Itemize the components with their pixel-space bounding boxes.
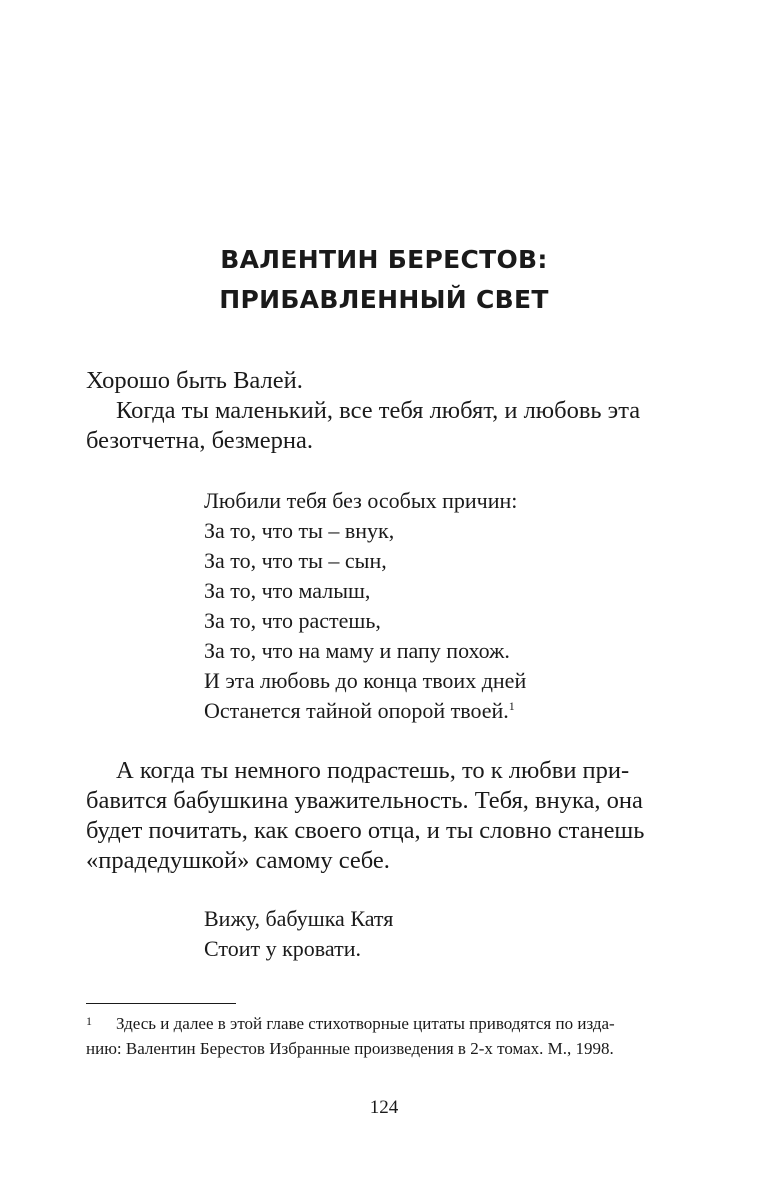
footnote-line-1 xyxy=(86,1011,686,1036)
chapter-title-line-2: ПРИБАВЛЕННЫЙ СВЕТ xyxy=(219,285,549,314)
poem-line: За то, что на маму и папу похож. xyxy=(204,638,510,663)
paragraph-line: А когда ты немного подрастешь, то к любви при- xyxy=(116,757,630,784)
poem-line: И эта любовь до конца твоих дней xyxy=(204,668,527,693)
chapter-title xyxy=(0,240,768,320)
paragraph-2 xyxy=(86,756,686,876)
paragraph-line: «прадедушкой» самому себе. xyxy=(86,847,390,874)
page-number: 124 xyxy=(369,1097,399,1118)
footnote-reference[interactable]: 1 xyxy=(508,699,515,713)
poem-line: За то, что ты – сын, xyxy=(204,548,387,573)
poem-line-last xyxy=(204,696,684,726)
paragraph-line: бавится бабушкина уважительность. Тебя, внука, она xyxy=(86,787,643,814)
poem-2 xyxy=(204,904,684,964)
paragraph-line: Когда ты маленький, все тебя любят, и любовь эта xyxy=(116,397,641,424)
paragraph-line: безотчетна, безмерна. xyxy=(86,427,314,454)
paragraph-line: будет почитать, как своего отца, и ты словно станешь xyxy=(86,817,645,844)
footnote-number: 1 xyxy=(86,1014,92,1028)
poem-1 xyxy=(204,486,684,726)
footnote-divider xyxy=(86,1003,236,1004)
footnote-text: Здесь и далее в этой главе стихотворные цитаты приводятся по изда- xyxy=(116,1014,615,1033)
poem-line: За то, что малыш, xyxy=(204,578,371,603)
poem-line: За то, что растешь, xyxy=(204,608,381,633)
poem-line: Вижу, бабушка Катя xyxy=(204,906,394,931)
footnote xyxy=(86,1011,686,1061)
footnote-line-2: нию: Валентин Берестов Избранные произведения в 2-х томах. М., 1998. xyxy=(86,1039,614,1058)
poem-line: Стоит у кровати. xyxy=(204,936,361,961)
paragraph-line: Хорошо быть Валей. xyxy=(86,367,303,394)
chapter-title-line-1: ВАЛЕНТИН БЕРЕСТОВ: xyxy=(220,245,548,274)
poem-line: За то, что ты – внук, xyxy=(204,518,395,543)
poem-line-text: Останется тайной опорой твоей. xyxy=(204,698,509,723)
paragraph-1 xyxy=(86,366,686,456)
poem-line: Любили тебя без особых причин: xyxy=(204,488,518,513)
